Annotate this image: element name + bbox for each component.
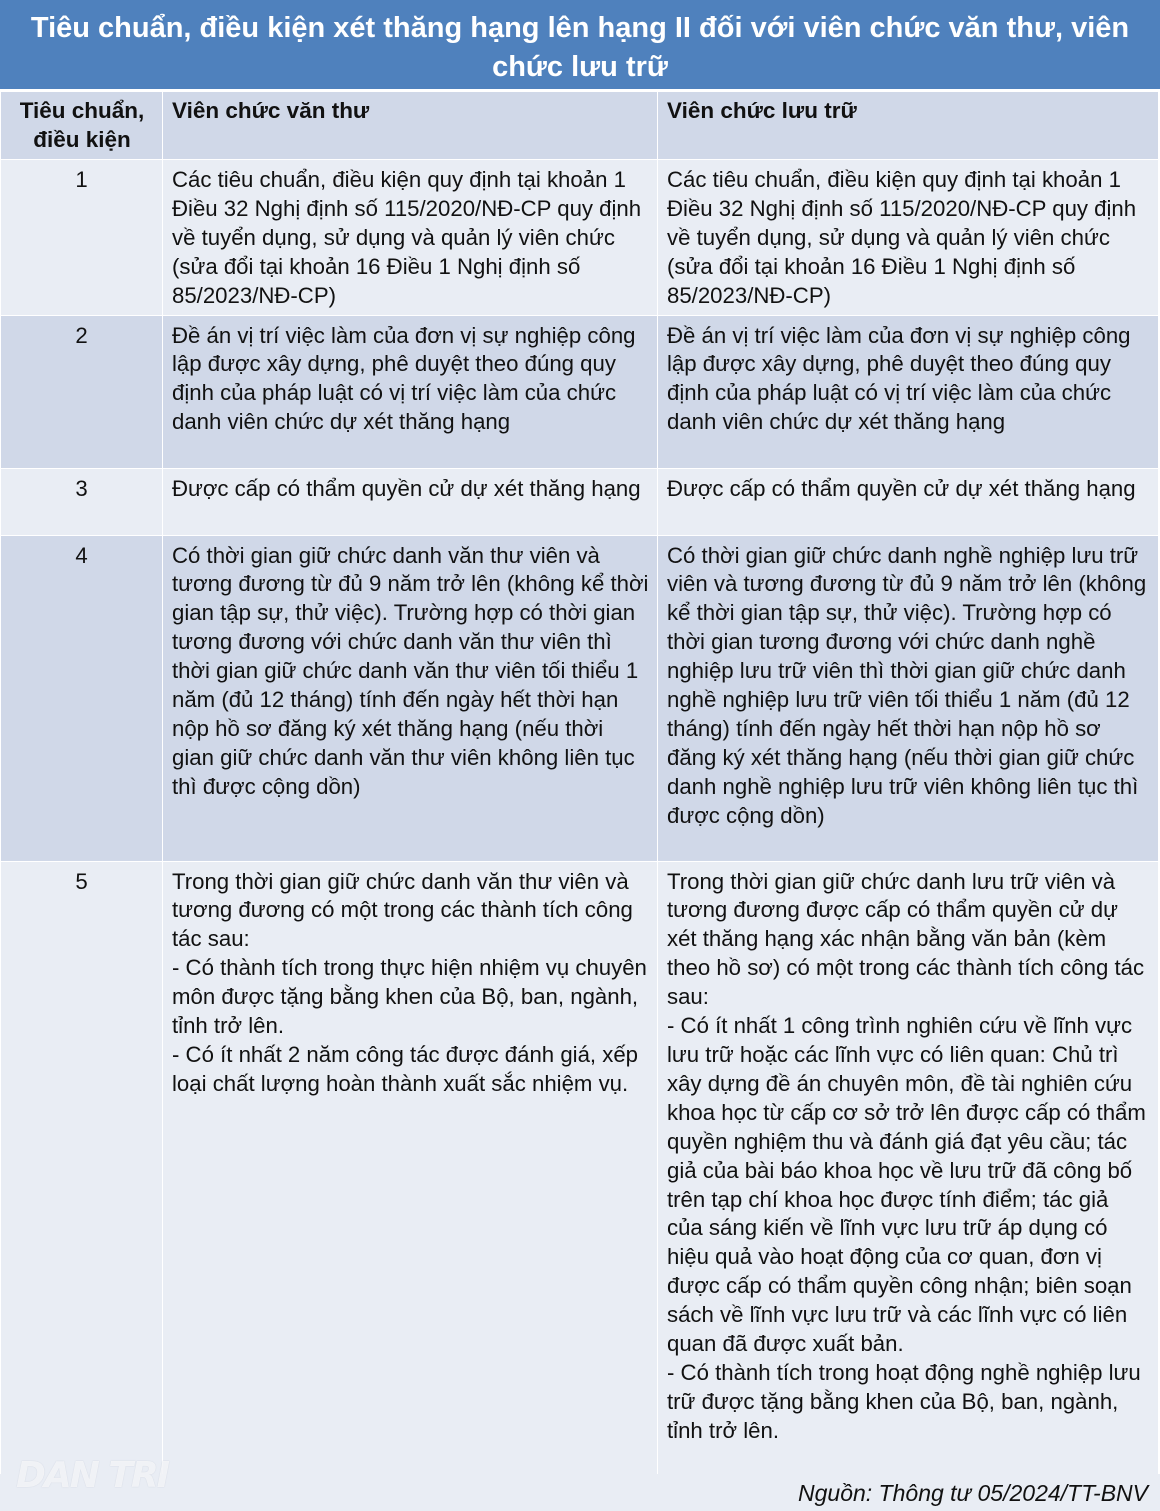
source-note: Nguồn: Thông tư 05/2024/TT-BNV xyxy=(798,1480,1148,1506)
luu-tru-cell: Được cấp có thẩm quyền cử dự xét thăng hạng xyxy=(658,468,1159,535)
luu-tru-cell: Đề án vị trí việc làm của đơn vị sự nghiệp công lập được xây dựng, phê duyệt theo đúng quy định của pháp luật có vị trí việc làm của chức danh viên chức dự xét thăng hạng xyxy=(658,315,1159,468)
dantri-logo-watermark: DAN TRI xyxy=(16,1455,169,1496)
row-number: 2 xyxy=(1,315,163,468)
source-bar xyxy=(0,1474,1160,1511)
van-thu-cell: Trong thời gian giữ chức danh văn thư viên và tương đương có một trong các thành tích công tác sau: - Có thành tích trong thực hiện nhiệm vụ chuyên môn được tặng bằng khen của Bộ, ban, ngành, tỉnh trở lên. - Có ít nhất 2 năm công tác được đánh giá, xếp loại chất lượng hoàn thành xuất sắc nhiệm vụ. xyxy=(163,861,658,1475)
table-row xyxy=(1,315,1159,468)
table-row xyxy=(1,861,1159,1475)
header-van-thu: Viên chức văn thư xyxy=(163,92,658,160)
row-number: 1 xyxy=(1,160,163,316)
table-header-row xyxy=(1,92,1159,160)
row-number: 3 xyxy=(1,468,163,535)
van-thu-cell: Có thời gian giữ chức danh văn thư viên và tương đương từ đủ 9 năm trở lên (không kể thời gian tập sự, thử việc). Trường hợp có thời gian tương đương với chức danh văn thư viên thì thời gian giữ chức danh văn thư viên tối thiểu 1 năm (đủ 12 tháng) tính đến ngày hết thời hạn nộp hồ sơ đăng ký xét thăng hạng (nếu thời gian giữ chức danh văn thư viên không liên tục thì được cộng dồn) xyxy=(163,535,658,861)
row-number: 5 xyxy=(1,861,163,1475)
table-row xyxy=(1,160,1159,316)
table-row xyxy=(1,535,1159,861)
luu-tru-cell: Có thời gian giữ chức danh nghề nghiệp lưu trữ viên và tương đương từ đủ 9 năm trở lên (không kể thời gian tập sự, thử việc). Trường hợp có thời gian tương đương với chức danh nghề nghiệp lưu trữ viên thì thời gian giữ chức danh nghề nghiệp lưu trữ viên tối thiểu 1 năm (đủ 12 tháng) tính đến ngày hết thời hạn nộp hồ sơ đăng ký xét thăng hạng (nếu thời gian giữ chức danh nghề nghiệp lưu trữ viên không liên tục thì được cộng dồn) xyxy=(658,535,1159,861)
table-row xyxy=(1,468,1159,535)
van-thu-cell: Được cấp có thẩm quyền cử dự xét thăng hạng xyxy=(163,468,658,535)
luu-tru-cell: Trong thời gian giữ chức danh lưu trữ viên và tương đương được cấp có thẩm quyền cử dự xét thăng hạng xác nhận bằng văn bản (kèm theo hồ sơ) có một trong các thành tích công tác sau: - Có ít nhất 1 công trình nghiên cứu về lĩnh vực lưu trữ hoặc các lĩnh vực có liên quan: Chủ trì xây dựng đề án chuyên môn, đề tài nghiên cứu khoa học từ cấp cơ sở trở lên được cấp có thẩm quyền nghiệm thu và đánh giá đạt yêu cầu; tác giả của bài báo khoa học về lưu trữ đã công bố trên tạp chí khoa học được tính điểm; tác giả của sáng kiến về lĩnh vực lưu trữ áp dụng có hiệu quả vào hoạt động của cơ quan, đơn vị được cấp có thẩm quyền công nhận; biên soạn sách về lĩnh vực lưu trữ và các lĩnh vực có liên quan đã được xuất bản. - Có thành tích trong hoạt động nghề nghiệp lưu trữ được tặng bằng khen của Bộ, ban, ngành, tỉnh trở lên. xyxy=(658,861,1159,1475)
header-criteria: Tiêu chuẩn, điều kiện xyxy=(1,92,163,160)
criteria-table xyxy=(0,91,1159,1476)
header-luu-tru: Viên chức lưu trữ xyxy=(658,92,1159,160)
van-thu-cell: Đề án vị trí việc làm của đơn vị sự nghiệp công lập được xây dựng, phê duyệt theo đúng quy định của pháp luật có vị trí việc làm của chức danh viên chức dự xét thăng hạng xyxy=(163,315,658,468)
luu-tru-cell: Các tiêu chuẩn, điều kiện quy định tại khoản 1 Điều 32 Nghị định số 115/2020/NĐ-CP quy định về tuyển dụng, sử dụng và quản lý viên chức (sửa đổi tại khoản 16 Điều 1 Nghị định số 85/2023/NĐ-CP) xyxy=(658,160,1159,316)
van-thu-cell: Các tiêu chuẩn, điều kiện quy định tại khoản 1 Điều 32 Nghị định số 115/2020/NĐ-CP quy định về tuyển dụng, sử dụng và quản lý viên chức (sửa đổi tại khoản 16 Điều 1 Nghị định số 85/2023/NĐ-CP) xyxy=(163,160,658,316)
table-title: Tiêu chuẩn, điều kiện xét thăng hạng lên hạng II đối với viên chức văn thư, viên chức lưu trữ xyxy=(0,0,1160,89)
row-number: 4 xyxy=(1,535,163,861)
